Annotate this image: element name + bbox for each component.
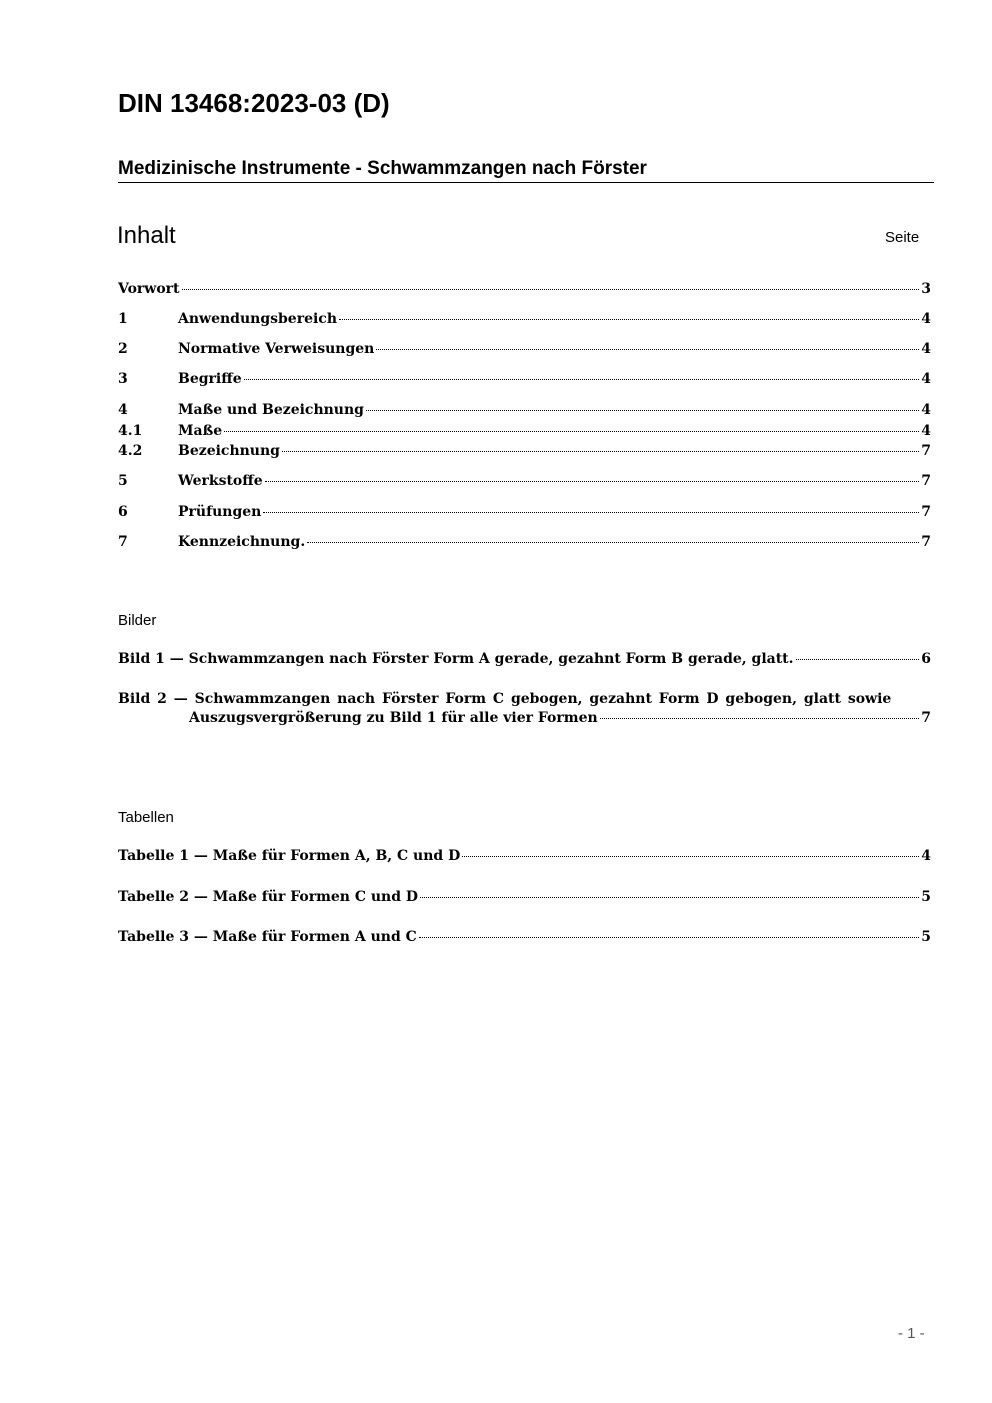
table-entry-title: Tabelle 3 — Maße für Formen A und C [118, 929, 417, 945]
toc-entry-number: 4.1 [118, 423, 143, 439]
toc-entry-title: Normative Verweisungen [178, 341, 375, 357]
toc-entry-4[interactable] [118, 402, 931, 418]
leader-dots [307, 542, 919, 543]
figure-entry-page: 6 [921, 651, 931, 667]
toc-entry-page: 4 [921, 371, 931, 387]
toc-entry-title: Maße [178, 423, 223, 439]
table-entry-title: Tabelle 2 — Maße für Formen C und D [118, 889, 419, 905]
leader-dots [244, 379, 920, 380]
leader-dots [263, 512, 919, 513]
leader-dots [224, 431, 919, 432]
document-subtitle: Medizinische Instrumente - Schwammzangen nach Förster [118, 158, 934, 183]
leader-dots [182, 289, 920, 290]
table-entry-page: 4 [921, 848, 931, 864]
toc-entry-4-1[interactable] [118, 423, 931, 439]
toc-entry-page: 7 [921, 473, 931, 489]
leader-dots [376, 349, 919, 350]
leader-dots [339, 319, 919, 320]
leader-dots [600, 718, 920, 719]
toc-entry-page: 4 [921, 402, 931, 418]
tables-heading: Tabellen [118, 809, 174, 826]
figure-entry-title-line2: Auszugsvergrößerung zu Bild 1 für alle vier Formen [189, 710, 598, 726]
table-entry-1[interactable] [118, 848, 931, 864]
toc-entry-title: Werkstoffe [178, 473, 263, 489]
figure-entry-title: Bild 1 — Schwammzangen nach Förster Form A gerade, gezahnt Form B gerade, glatt. [118, 651, 794, 667]
page-column-label: Seite [885, 229, 920, 246]
toc-entry-page: 3 [921, 281, 931, 297]
toc-entry-number: 1 [118, 311, 128, 327]
leader-dots [366, 410, 919, 411]
toc-entry-2[interactable] [118, 341, 931, 357]
toc-entry-title: Vorwort [118, 281, 180, 297]
toc-entry-title: Anwendungsbereich [178, 311, 337, 327]
toc-entry-number: 2 [118, 341, 128, 357]
toc-entry-title: Maße und Bezeichnung [178, 402, 364, 418]
toc-entry-4-2[interactable] [118, 443, 931, 459]
toc-entry-number: 7 [118, 534, 128, 550]
figure-entry-title-line1: Bild 2 — Schwammzangen nach Förster Form C gebogen, gezahnt Form D gebogen, glatt sowie [118, 691, 892, 707]
figure-entry-page: 7 [921, 710, 931, 726]
toc-entry-page: 7 [921, 504, 931, 520]
toc-entry-number: 3 [118, 371, 128, 387]
table-entry-3[interactable] [118, 929, 931, 945]
toc-entry-1[interactable] [118, 311, 931, 327]
toc-entry-3[interactable] [118, 371, 931, 387]
toc-entry-title: Kennzeichnung. [178, 534, 306, 550]
toc-entry-number: 5 [118, 473, 128, 489]
toc-entry-7[interactable] [118, 534, 931, 550]
toc-entry-6[interactable] [118, 504, 931, 520]
toc-heading: Inhalt [117, 222, 176, 249]
table-entry-page: 5 [921, 929, 931, 945]
leader-dots [796, 659, 920, 660]
table-entry-2[interactable] [118, 889, 931, 905]
figures-heading: Bilder [118, 612, 157, 629]
toc-entry-vorwort[interactable] [118, 281, 931, 297]
toc-entry-title: Prüfungen [178, 504, 262, 520]
toc-entry-title: Begriffe [178, 371, 242, 387]
toc-entry-page: 4 [921, 311, 931, 327]
toc-entry-page: 7 [921, 443, 931, 459]
figure-entry-2[interactable] [118, 691, 931, 726]
leader-dots [420, 897, 919, 898]
toc-entry-title: Bezeichnung [178, 443, 280, 459]
toc-entry-number: 4.2 [118, 443, 143, 459]
leader-dots [282, 451, 919, 452]
document-title: DIN 13468:2023-03 (D) [118, 88, 390, 118]
leader-dots [265, 481, 920, 482]
toc-entry-page: 4 [921, 341, 931, 357]
leader-dots [419, 937, 919, 938]
toc-entry-page: 7 [921, 534, 931, 550]
table-entry-title: Tabelle 1 — Maße für Formen A, B, C und D [118, 848, 461, 864]
toc-entry-5[interactable] [118, 473, 931, 489]
toc-entry-number: 4 [118, 402, 128, 418]
leader-dots [462, 856, 919, 857]
toc-entry-number: 6 [118, 504, 128, 520]
table-entry-page: 5 [921, 889, 931, 905]
page-number: - 1 - [898, 1325, 925, 1342]
figure-entry-1[interactable] [118, 651, 931, 667]
toc-entry-page: 4 [921, 423, 931, 439]
